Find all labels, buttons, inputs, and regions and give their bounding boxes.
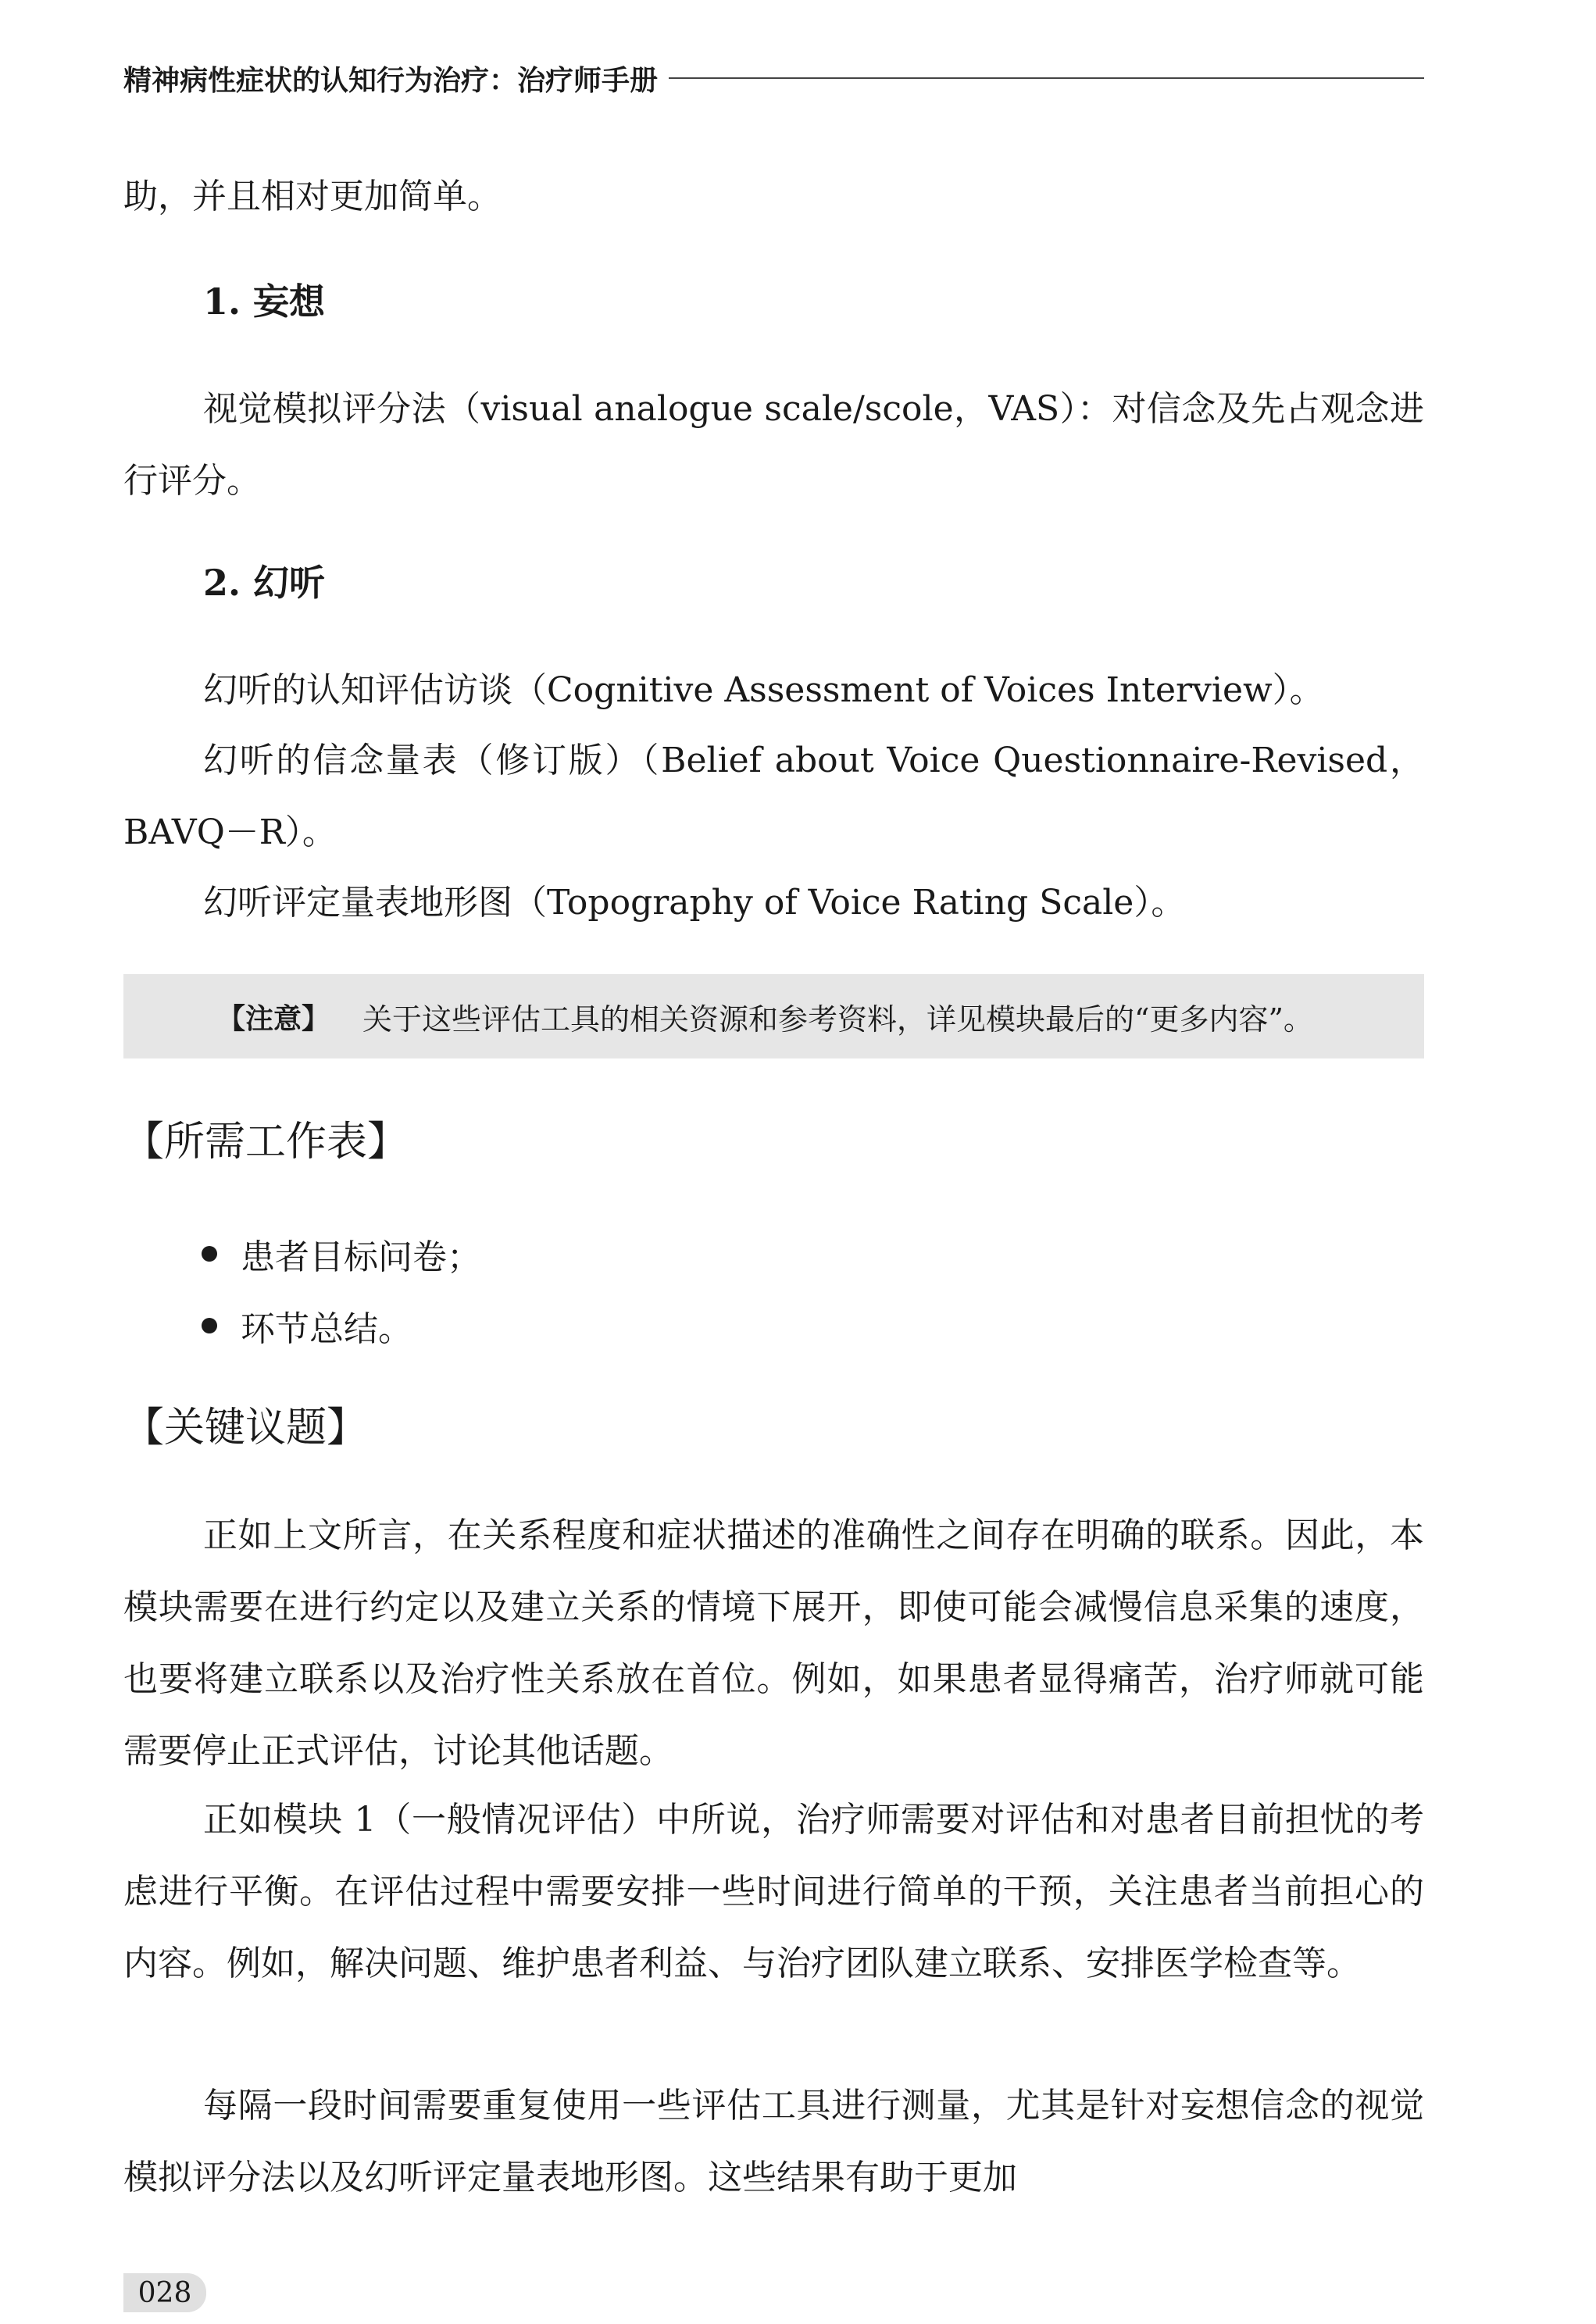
section-heading-key-issues: 【关键议题】 [123, 1405, 368, 1451]
bullet-icon [202, 1246, 217, 1262]
list-item-text: 环节总结。 [241, 1309, 412, 1349]
list-item-text: 患者目标问卷； [241, 1237, 481, 1277]
subheading-hallucinations: 2. 幻听 [203, 562, 326, 604]
topography-paragraph: 幻听评定量表地形图（Topography of Voice Rating Scale）。 [203, 883, 1186, 923]
list-item [202, 1226, 481, 1281]
note-text: 关于这些评估工具的相关资源和参考资料，详见模块最后的“更多内容”。 [362, 1001, 1313, 1037]
header-rule [669, 77, 1424, 79]
running-title: 精神病性症状的认知行为治疗：治疗师手册 [123, 64, 659, 97]
bullet-icon [202, 1318, 217, 1333]
key-issues-paragraph-3: 每隔一段时间需要重复使用一些评估工具进行测量，尤其是针对妄想信念的视觉模拟评分法以及幻听评定量表地形图。这些结果有助于更加 [123, 2086, 1424, 2197]
note-label: 【注意】 [217, 1002, 330, 1035]
bavq-paragraph: 幻听的信念量表（修订版）（Belief about Voice Questionnaire-Revised，BAVQ－R）。 [123, 741, 1424, 852]
vas-paragraph: 视觉模拟评分法（visual analogue scale/scole，VAS）：对信念及先占观念进行评分。 [123, 389, 1424, 501]
voices-interview-paragraph: 幻听的认知评估访谈（Cognitive Assessment of Voices Interview）。 [203, 670, 1324, 710]
section-heading-worksheets: 【所需工作表】 [123, 1119, 409, 1166]
note-box [123, 974, 1424, 1058]
running-header [123, 58, 1424, 98]
continuation-paragraph: 助，并且相对更加简单。 [123, 177, 502, 216]
key-issues-paragraph-2: 正如模块 1（一般情况评估）中所说，治疗师需要对评估和对患者目前担忧的考虑进行平衡。在评估过程中需要安排一些时间进行简单的干预，关注患者当前担心的内容。例如，解决问题、维护患者利益、与治疗团队建立联系、安排医学检查等。 [123, 1800, 1424, 1983]
key-issues-paragraph-1: 正如上文所言，在关系程度和症状描述的准确性之间存在明确的联系。因此，本模块需要在进行约定以及建立关系的情境下展开，即使可能会减慢信息采集的速度，也要将建立联系以及治疗性关系放在首位。例如，如果患者显得痛苦，治疗师就可能需要停止正式评估，讨论其他话题。 [123, 1515, 1424, 1771]
subheading-delusions: 1. 妄想 [203, 280, 326, 323]
page-number: 028 [123, 2273, 206, 2312]
list-item [202, 1298, 412, 1353]
